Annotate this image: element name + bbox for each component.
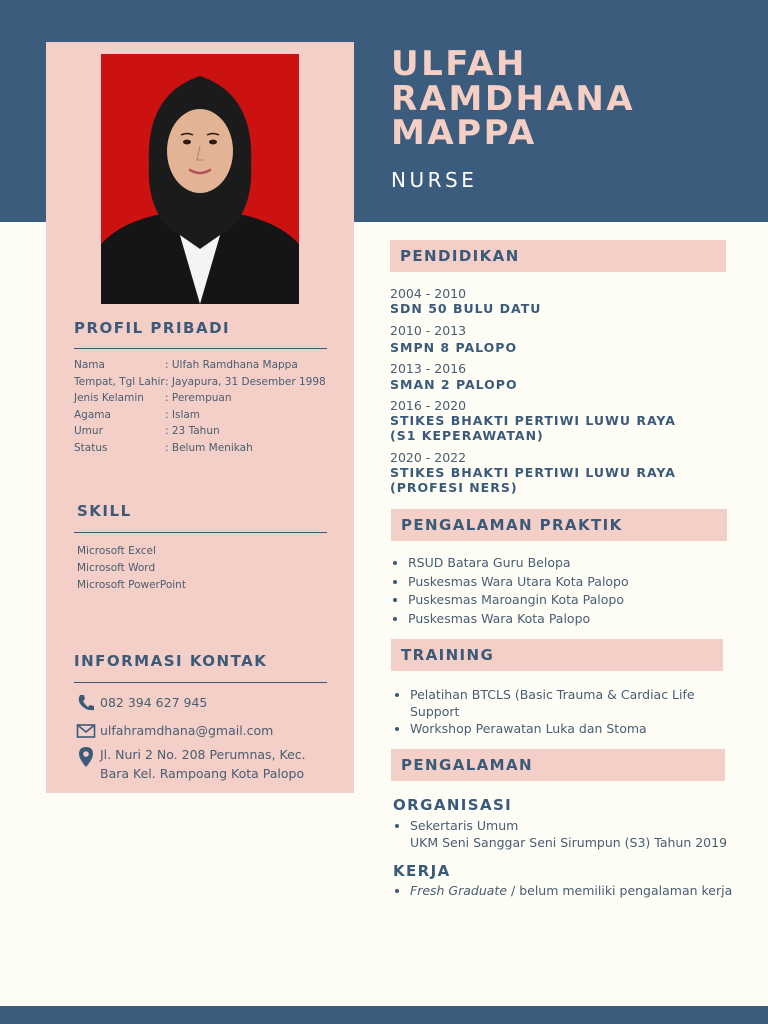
education-item: 2004 - 2010 SDN 50 BULU DATU	[390, 286, 542, 316]
list-item: Puskesmas Wara Utara Kota Palopo	[389, 573, 629, 592]
list-item: Fresh Graduate / belum memiliki pengalaman kerja	[391, 882, 732, 899]
training-list	[391, 686, 695, 737]
person-name: ULFAH RAMDHANA MAPPA	[391, 44, 636, 153]
profile-heading: PROFIL PRIBADI	[74, 319, 231, 337]
skill-divider	[74, 532, 327, 533]
practice-list	[389, 554, 629, 628]
profile-photo	[101, 54, 299, 304]
profile-row-name: Nama : Ulfah Ramdhana Mappa	[74, 359, 298, 371]
list-item: Puskesmas Wara Kota Palopo	[389, 610, 629, 629]
education-heading: PENDIDIKAN	[390, 240, 726, 272]
profile-row-status: Status : Belum Menikah	[74, 441, 253, 454]
profile-table	[74, 359, 326, 459]
skill-item: Microsoft Excel	[77, 545, 156, 557]
profile-divider	[74, 348, 327, 349]
education-item: 2010 - 2013 SMPN 8 PALOPO	[390, 323, 518, 355]
work-list	[391, 882, 732, 899]
list-item: Puskesmas Maroangin Kota Palopo	[389, 591, 629, 610]
profile-row-religion: Agama : Islam	[74, 408, 201, 421]
phone-icon	[76, 694, 96, 712]
list-item: Pelatihan BTCLS (Basic Trauma & Cardiac Life Support	[391, 686, 695, 720]
contact-divider	[74, 682, 327, 683]
training-heading: TRAINING	[391, 639, 723, 671]
contact-email: ulfahramdhana@gmail.com	[76, 722, 273, 741]
list-item: Workshop Perawatan Luka dan Stoma	[391, 720, 695, 737]
contact-heading: INFORMASI KONTAK	[74, 652, 268, 670]
list-item: Sekertaris Umum UKM Seni Sanggar Seni Sirumpun (S3) Tahun 2019	[391, 817, 727, 851]
education-item: 2013 - 2016 SMAN 2 PALOPO	[390, 361, 518, 392]
location-pin-icon	[76, 746, 96, 768]
contact-address: Jl. Nuri 2 No. 208 Perumnas, Kec. Bara Kel. Rampoang Kota Palopo	[76, 746, 306, 783]
skill-item: Microsoft Word	[77, 562, 156, 574]
footer-band	[0, 1006, 768, 1024]
profile-row-birth: Tempat, Tgl Lahir : Jayapura, 31 Desember 1998	[74, 375, 326, 388]
organization-list	[391, 817, 727, 851]
skill-list	[77, 545, 186, 596]
organization-heading: ORGANISASI	[393, 796, 513, 814]
profile-row-age: Umur : 23 Tahun	[74, 425, 220, 438]
education-item: 2016 - 2020 STIKES BHAKTI PERTIWI LUWU RAYA (S1 KEPERAWATAN)	[390, 398, 676, 443]
experience-heading: PENGALAMAN	[391, 749, 725, 781]
profile-row-gender: Jenis Kelamin : Perempuan	[74, 392, 232, 405]
education-item: 2020 - 2022 STIKES BHAKTI PERTIWI LUWU RAYA (PROFESI NERS)	[390, 450, 676, 495]
list-item: RSUD Batara Guru Belopa	[389, 554, 629, 573]
practice-heading: PENGALAMAN PRAKTIK	[391, 509, 727, 541]
skill-item: Microsoft PowerPoint	[77, 579, 186, 591]
mail-icon	[76, 722, 96, 740]
contact-phone: 082 394 627 945	[76, 694, 207, 713]
skill-heading: SKILL	[77, 502, 132, 520]
sidebar-panel	[46, 42, 354, 793]
job-title: NURSE	[391, 168, 478, 192]
work-heading: KERJA	[393, 862, 451, 880]
